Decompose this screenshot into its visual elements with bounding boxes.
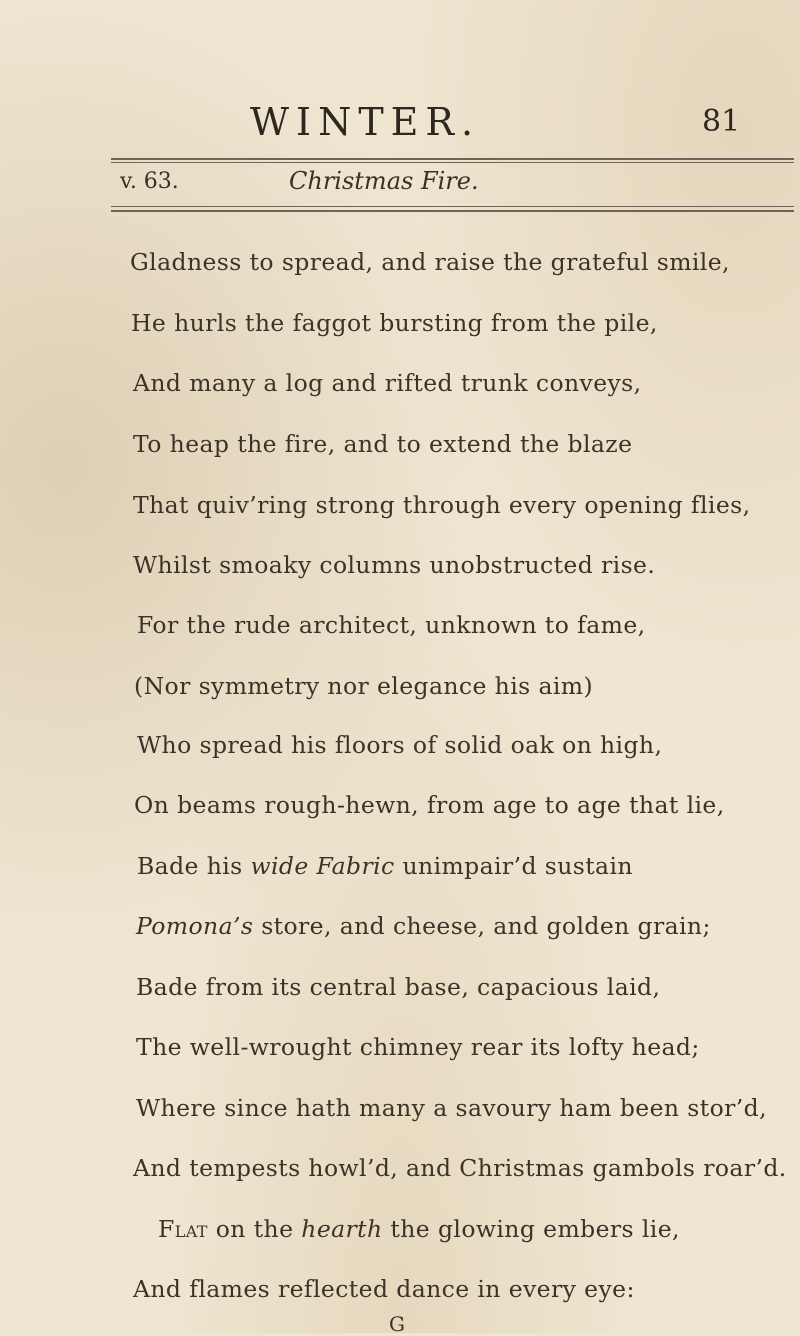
verse-line-12-end: store, and cheese, and golden grain; [253, 912, 711, 940]
top-rule-thin [111, 162, 794, 163]
verse-line-11-italic: wide Fabric [250, 852, 395, 880]
verse-line-3: And many a log and rifted trunk conveys, [133, 369, 642, 397]
verse-line-12-italic: Pomona’s [136, 912, 254, 940]
plate-caption [0, 165, 800, 205]
running-head-title: WINTER. [250, 100, 481, 144]
verse-line-17-italic: hearth [301, 1215, 383, 1243]
verse-line-15: Where since hath many a savoury ham been stor’d, [136, 1094, 767, 1122]
verse-line-10: On beams rough-hewn, from age to age that lie, [134, 791, 725, 819]
verse-line-7: For the rude architect, unknown to fame, [137, 611, 646, 639]
verse-line-1: Gladness to spread, and raise the grateful smile, [130, 248, 730, 276]
verse-line-17-end: the glowing embers lie, [382, 1215, 680, 1243]
verse-line-17 [158, 1215, 680, 1243]
verse-line-13: Bade from its central base, capacious laid, [136, 973, 661, 1001]
verse-line-11-start: Bade his [137, 852, 251, 880]
verse-line-16: And tempests howl’d, and Christmas gambols roar’d. [133, 1154, 787, 1182]
verse-line-17-smallcaps: Flat [158, 1215, 208, 1243]
verse-line-18: And flames reflected dance in every eye: [133, 1275, 635, 1303]
signature-mark: G [389, 1312, 405, 1336]
running-head [0, 100, 800, 150]
plate-number: v. 63. [120, 169, 179, 194]
verse-line-11-end: unimpair’d sustain [394, 852, 633, 880]
verse-line-6: Whilst smoaky columns unobstructed rise. [133, 551, 656, 579]
verse-line-12 [136, 912, 711, 940]
caption-rule [111, 210, 794, 212]
verse-line-8: (Nor symmetry nor elegance his aim) [134, 672, 594, 700]
verse-line-11 [137, 852, 633, 880]
verse-line-4: To heap the fire, and to extend the blaze [133, 430, 633, 458]
verse-line-14: The well-wrought chimney rear its lofty head; [136, 1033, 700, 1061]
verse-line-17-mid: on the [207, 1215, 302, 1243]
top-rule [111, 158, 794, 160]
page-number: 81 [702, 104, 741, 139]
plate-title: Christmas Fire. [289, 167, 479, 195]
verse-line-9: Who spread his floors of solid oak on high, [137, 731, 663, 759]
verse-line-2: He hurls the faggot bursting from the pile, [131, 309, 658, 337]
caption-rule-thin [111, 206, 794, 207]
verse-line-5: That quiv’ring strong through every opening flies, [133, 491, 751, 519]
